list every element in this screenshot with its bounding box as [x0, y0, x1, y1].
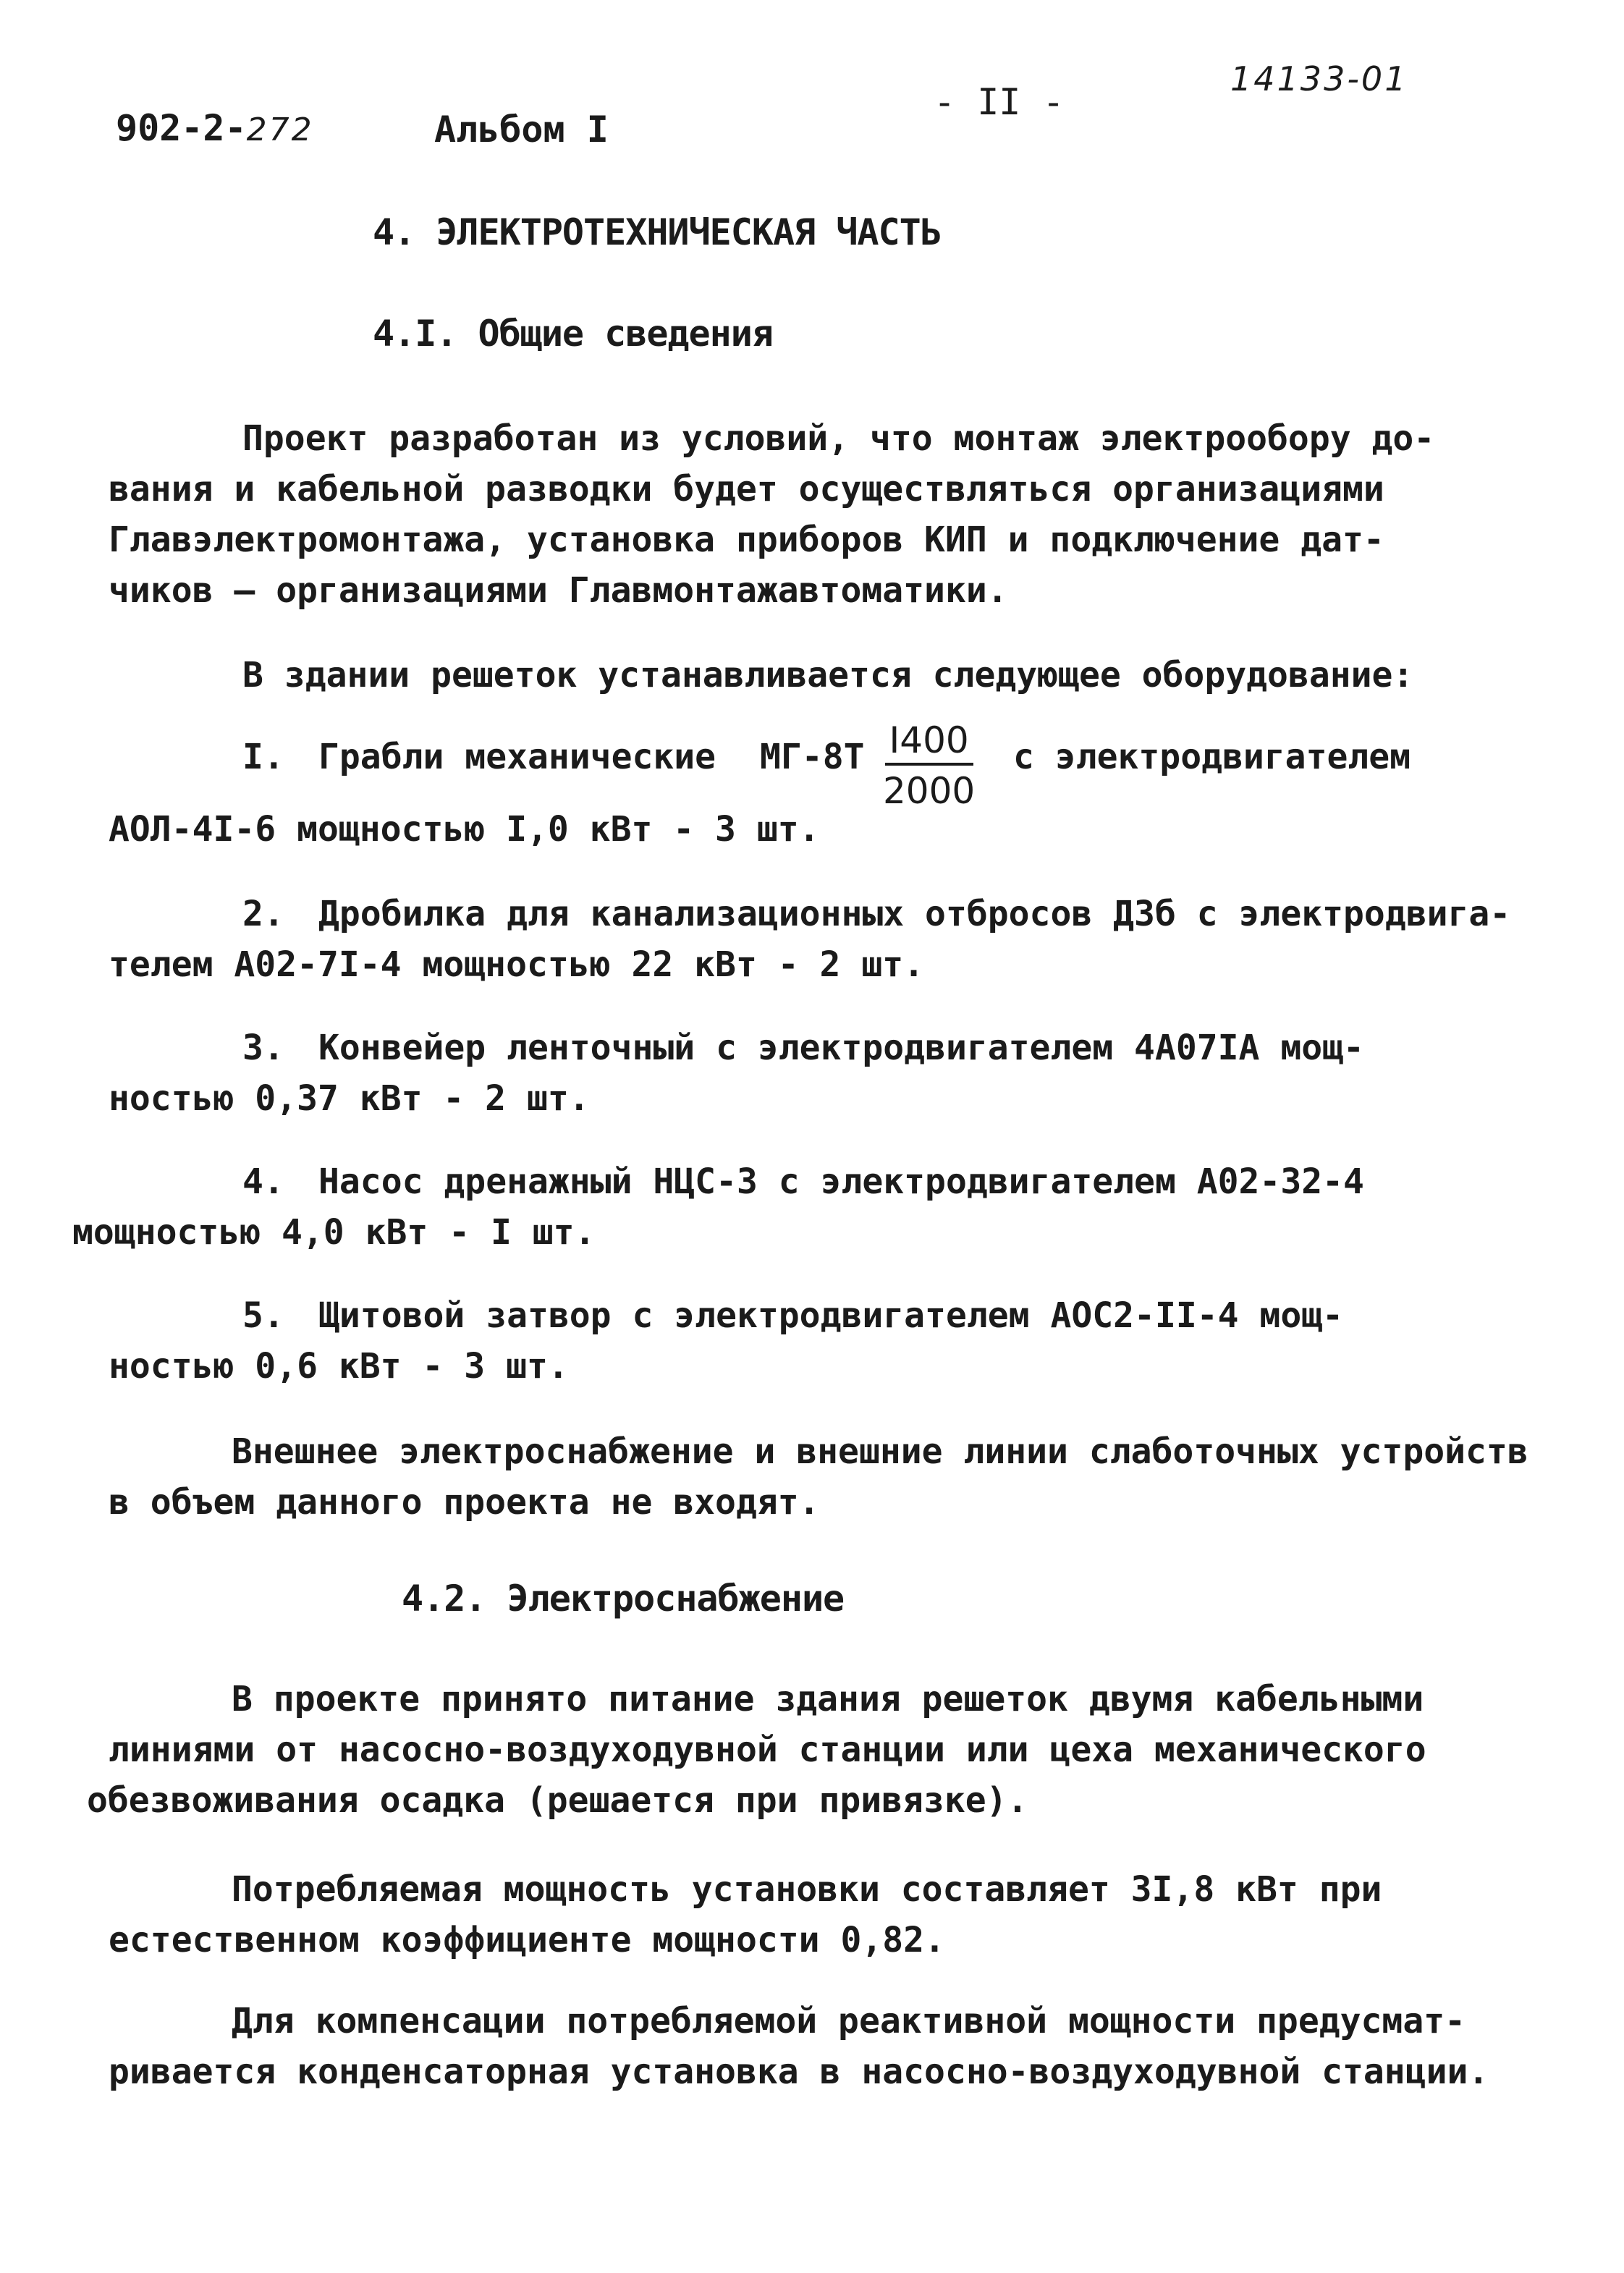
- document-code: [116, 107, 314, 149]
- external-note-line: Внешнее электроснабжение и внешние линии слаботочных устройств: [232, 1431, 1528, 1472]
- subsection-title-power-supply: 4.2. Электроснабжение: [402, 1578, 845, 1620]
- list-item-1-model: МГ-8Т: [760, 737, 865, 777]
- list-item-2-number: 2.: [242, 894, 284, 934]
- document-code-suffix: 272: [246, 111, 314, 148]
- page-number: - II -: [934, 81, 1065, 123]
- list-item-3-line2: ностью 0,37 кВт - 2 шт.: [109, 1078, 590, 1119]
- power-para-line: линиями от насосно-воздуходувной станции или цеха механического: [109, 1730, 1426, 1770]
- document-code-prefix: 902-2-: [116, 107, 247, 149]
- list-item-5-line2: ностью 0,6 кВт - 3 шт.: [109, 1346, 569, 1387]
- intro-line: Главэлектромонтажа, установка приборов КИП и подключение дат-: [109, 520, 1384, 560]
- list-item-1-lead: Грабли механические: [318, 737, 716, 777]
- equipment-intro: В здании решеток устанавливается следующее оборудование:: [242, 655, 1414, 695]
- intro-line: чиков — организациями Главмонтажавтоматики.: [109, 570, 1008, 611]
- compensation-line: ривается конденсаторная установка в насосно-воздуходувной станции.: [109, 2052, 1489, 2092]
- list-item-5-number: 5.: [242, 1295, 284, 1336]
- list-item-1-number: I.: [242, 737, 284, 777]
- list-item-4-line2: мощностью 4,0 кВт - I шт.: [72, 1212, 596, 1253]
- list-item-2-line1: Дробилка для канализационных отбросов Д3б с электродвига-: [318, 894, 1511, 934]
- subsection-title-general: 4.I. Общие сведения: [373, 313, 773, 355]
- fraction-numerator: I400: [885, 722, 973, 766]
- external-note-line: в объем данного проекта не входят.: [109, 1482, 820, 1523]
- fraction-denominator: 2000: [883, 770, 976, 812]
- album-label: Альбом I: [434, 109, 609, 151]
- intro-line: Проект разработан из условий, что монтаж электрообору до-: [242, 418, 1435, 459]
- list-item-3-line1: Конвейер ленточный с электродвигателем 4А07IА мощ-: [318, 1028, 1364, 1068]
- consumption-line: естественном коэффициенте мощности 0,82.: [109, 1920, 945, 1960]
- list-item-1-line2: АОЛ-4I-6 мощностью I,0 кВт - 3 шт.: [109, 809, 820, 850]
- power-para-line: В проекте принято питание здания решеток двумя кабельными: [232, 1679, 1424, 1719]
- section-title: 4. ЭЛЕКТРОТЕХНИЧЕСКАЯ ЧАСТЬ: [373, 211, 942, 253]
- compensation-line: Для компенсации потребляемой реактивной мощности предусмат-: [232, 2001, 1466, 2041]
- list-item-4-line1: Насос дренажный НЦС-3 с электродвигателем А02-32-4: [318, 1161, 1364, 1202]
- list-item-5-line1: Щитовой затвор с электродвигателем АОС2-II-4 мощ-: [318, 1295, 1344, 1336]
- grate-size-fraction: [883, 719, 976, 812]
- inventory-number: 14133-01: [1230, 59, 1408, 98]
- list-item-1-tail: с электродвигателем: [1013, 737, 1411, 777]
- list-item-3-number: 3.: [242, 1028, 284, 1068]
- list-item-2-line2: телем А02-7I-4 мощностью 22 кВт - 2 шт.: [109, 944, 925, 985]
- intro-line: вания и кабельной разводки будет осуществляться организациями: [109, 469, 1384, 509]
- power-para-line: обезвоживания осадка (решается при привязке).: [87, 1780, 1028, 1821]
- consumption-line: Потребляемая мощность установки составляет 3I,8 кВт при: [232, 1869, 1382, 1910]
- list-item-4-number: 4.: [242, 1161, 284, 1202]
